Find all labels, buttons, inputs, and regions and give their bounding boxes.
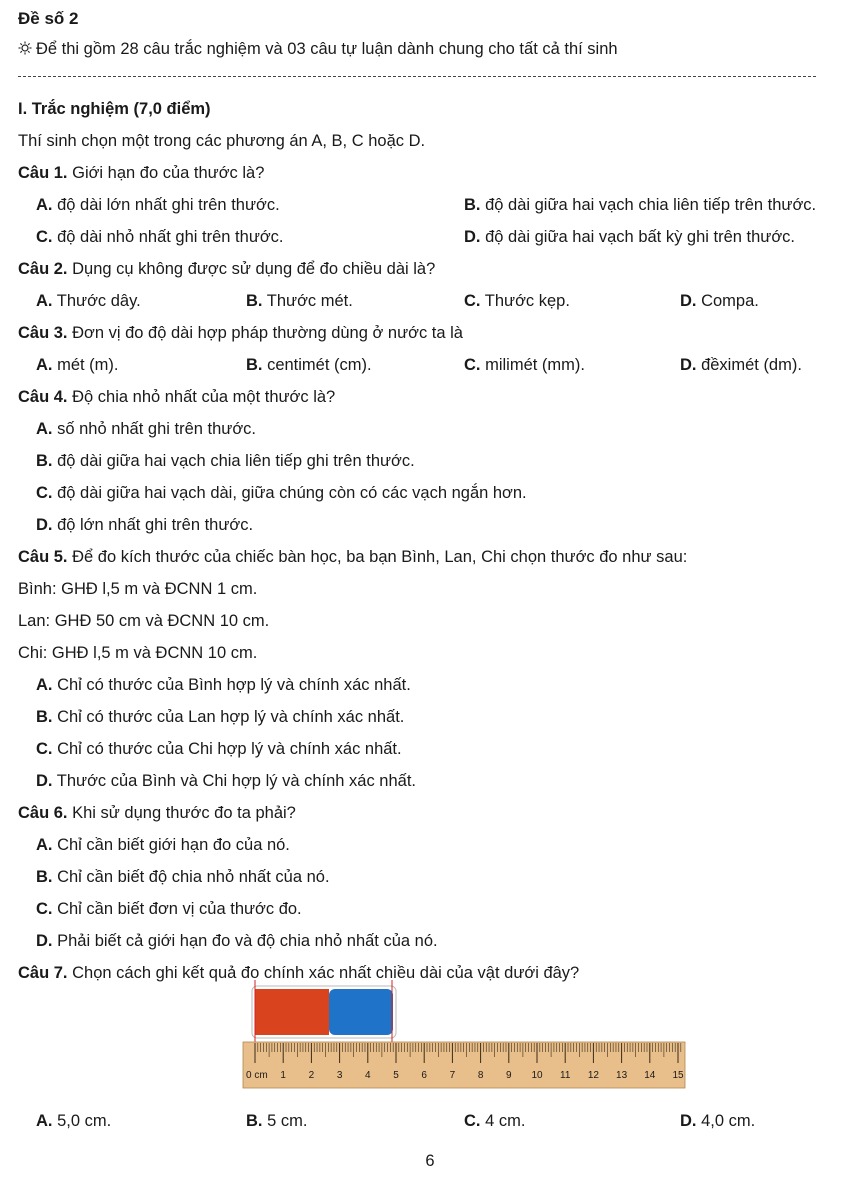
question-text: Giới hạn đo của thước là? — [67, 164, 265, 182]
option-text: độ dài giữa hai vạch bất kỳ ghi trên thước. — [480, 228, 795, 246]
option-text: Chỉ cần biết đơn vị của thước đo. — [52, 900, 302, 918]
q5-info-lan: Lan: GHĐ 50 cm và ĐCNN 10 cm. — [18, 612, 270, 630]
q7-option-b[interactable] — [246, 1110, 307, 1132]
question-text: Để đo kích thước của chiếc bàn học, ba bạn Bình, Lan, Chi chọn thước đo như sau: — [67, 548, 688, 566]
q7-option-d[interactable] — [680, 1110, 755, 1132]
q4-option-c[interactable] — [36, 482, 527, 504]
exam-intro — [18, 38, 618, 60]
question-2 — [18, 258, 435, 280]
ruler-number: 11 — [560, 1070, 571, 1081]
option-text: đềximét (dm). — [696, 356, 802, 374]
option-letter: B. — [464, 196, 481, 214]
option-text: 4,0 cm. — [696, 1112, 756, 1130]
option-text: Chỉ có thước của Chi hợp lý và chính xác nhất. — [52, 740, 402, 758]
option-letter: D. — [36, 516, 53, 534]
eraser — [252, 986, 396, 1038]
q5-info-binh: Bình: GHĐ l,5 m và ĐCNN 1 cm. — [18, 580, 258, 598]
ruler-number: 8 — [477, 1070, 484, 1081]
question-text: Khi sử dụng thước đo ta phải? — [67, 804, 296, 822]
option-text: độ dài nhỏ nhất ghi trên thước. — [52, 228, 284, 246]
option-letter: A. — [36, 420, 53, 438]
question-text: Đơn vị đo độ dài hợp pháp thường dùng ở nước ta là — [67, 324, 463, 342]
option-letter: D. — [464, 228, 481, 246]
option-letter: C. — [464, 356, 481, 374]
question-label: Câu 7. — [18, 964, 68, 982]
question-label: Câu 5. — [18, 548, 68, 566]
eraser-red-part — [255, 989, 329, 1035]
question-text: Chọn cách ghi kết quả đo chính xác nhất chiều dài của vật dưới đây? — [67, 964, 580, 982]
option-letter: B. — [36, 708, 53, 726]
ruler-number: 14 — [644, 1070, 656, 1081]
option-text: 5,0 cm. — [52, 1112, 112, 1130]
ruler-figure — [240, 980, 690, 1090]
option-text: Chỉ có thước của Bình hợp lý và chính xác nhất. — [52, 676, 411, 694]
option-text: milimét (mm). — [480, 356, 585, 374]
option-letter: B. — [246, 356, 263, 374]
option-letter: A. — [36, 292, 53, 310]
option-letter: D. — [36, 772, 53, 790]
intro-text: Để thi gồm 28 câu trắc nghiệm và 03 câu tự luận dành chung cho tất cả thí sinh — [36, 40, 618, 58]
q7-option-c[interactable] — [464, 1110, 525, 1132]
question-4 — [18, 386, 335, 408]
q5-option-c[interactable] — [36, 738, 402, 760]
question-6 — [18, 802, 296, 824]
option-text: Chỉ có thước của Lan hợp lý và chính xác nhất. — [52, 708, 405, 726]
eraser-blue-part — [329, 989, 393, 1035]
option-letter: D. — [680, 1112, 697, 1130]
option-letter: A. — [36, 356, 53, 374]
page-number: 6 — [425, 1152, 435, 1170]
option-letter: C. — [464, 292, 481, 310]
q7-option-a[interactable] — [36, 1110, 111, 1132]
option-letter: C. — [36, 740, 53, 758]
ruler-number: 13 — [616, 1070, 628, 1081]
option-text: Chỉ cần biết giới hạn đo của nó. — [52, 836, 290, 854]
option-text: số nhỏ nhất ghi trên thước. — [52, 420, 256, 438]
q5-option-d[interactable] — [36, 770, 416, 792]
option-letter: A. — [36, 1112, 53, 1130]
dashed-divider — [18, 76, 816, 77]
ruler-unit-label: 0 cm — [246, 1070, 268, 1081]
q2-option-d[interactable] — [680, 290, 759, 312]
section-title: I. Trắc nghiệm (7,0 điểm) — [18, 100, 211, 118]
option-text: 4 cm. — [480, 1112, 526, 1130]
ruler-number: 3 — [336, 1070, 343, 1081]
ruler-number: 5 — [393, 1070, 399, 1081]
q4-option-d[interactable] — [36, 514, 253, 536]
ruler-number: 7 — [449, 1070, 456, 1081]
option-letter: A. — [36, 676, 53, 694]
option-letter: A. — [36, 836, 53, 854]
ruler-number: 4 — [365, 1070, 371, 1081]
ruler-number: 15 — [672, 1070, 684, 1081]
ruler-number: 12 — [587, 1070, 599, 1081]
option-letter: B. — [36, 452, 53, 470]
exam-title: Đề số 2 — [18, 9, 79, 28]
q6-option-a[interactable] — [36, 834, 290, 856]
question-5 — [18, 546, 687, 568]
q3-option-b[interactable] — [246, 354, 372, 376]
option-text: mét (m). — [52, 356, 119, 374]
option-text: độ dài giữa hai vạch chia liên tiếp ghi trên thước. — [52, 452, 415, 470]
q1-option-a[interactable] — [36, 194, 280, 216]
option-letter: C. — [36, 900, 53, 918]
q2-option-b[interactable] — [246, 290, 353, 312]
question-1 — [18, 162, 264, 184]
q2-option-c[interactable] — [464, 290, 570, 312]
option-text: Thước mét. — [262, 292, 353, 310]
option-letter: D. — [680, 292, 697, 310]
q4-option-b[interactable] — [36, 450, 415, 472]
q3-option-c[interactable] — [464, 354, 585, 376]
ruler-number: 6 — [421, 1070, 427, 1081]
question-label: Câu 3. — [18, 324, 68, 342]
option-text: Chỉ cần biết độ chia nhỏ nhất của nó. — [52, 868, 330, 886]
question-label: Câu 4. — [18, 388, 68, 406]
option-letter: B. — [36, 868, 53, 886]
option-text: 5 cm. — [262, 1112, 308, 1130]
question-3 — [18, 322, 463, 344]
option-letter: D. — [680, 356, 697, 374]
q5-option-a[interactable] — [36, 674, 411, 696]
option-letter: C. — [36, 484, 53, 502]
instruction: Thí sinh chọn một trong các phương án A, B, C hoặc D. — [18, 132, 426, 150]
question-label: Câu 2. — [18, 260, 68, 278]
option-text: Compa. — [696, 292, 759, 310]
option-letter: C. — [36, 228, 53, 246]
option-text: Thước kẹp. — [480, 292, 570, 310]
q5-option-b[interactable] — [36, 706, 404, 728]
option-text: độ dài lớn nhất ghi trên thước. — [52, 196, 280, 214]
q2-option-a[interactable] — [36, 290, 141, 312]
ruler-number: 9 — [506, 1070, 512, 1081]
ruler-number: 1 — [280, 1070, 286, 1081]
question-label: Câu 1. — [18, 164, 68, 182]
q1-option-b[interactable] — [464, 194, 816, 216]
q1-option-c[interactable] — [36, 226, 284, 248]
q4-option-a[interactable] — [36, 418, 256, 440]
q6-option-d[interactable] — [36, 930, 438, 952]
option-text: Thước dây. — [52, 292, 141, 310]
q6-option-b[interactable] — [36, 866, 330, 888]
ruler-eraser-drawing — [240, 980, 690, 1090]
option-text: centimét (cm). — [262, 356, 372, 374]
q6-option-c[interactable] — [36, 898, 302, 920]
q3-option-a[interactable] — [36, 354, 119, 376]
question-text: Dụng cụ không được sử dụng để đo chiều dài là? — [67, 260, 436, 278]
option-text: độ lớn nhất ghi trên thước. — [52, 516, 254, 534]
option-text: Phải biết cả giới hạn đo và độ chia nhỏ nhất của nó. — [52, 932, 438, 950]
q5-info-chi: Chi: GHĐ l,5 m và ĐCNN 10 cm. — [18, 644, 258, 662]
option-text: độ dài giữa hai vạch chia liên tiếp trên thước. — [480, 196, 817, 214]
option-letter: A. — [36, 196, 53, 214]
option-letter: C. — [464, 1112, 481, 1130]
option-letter: B. — [246, 1112, 263, 1130]
option-letter: B. — [246, 292, 263, 310]
option-text: độ dài giữa hai vạch dài, giữa chúng còn có các vạch ngắn hơn. — [52, 484, 527, 502]
q1-option-d[interactable] — [464, 226, 795, 248]
option-text: Thước của Bình và Chi hợp lý và chính xác nhất. — [52, 772, 416, 790]
q3-option-d[interactable] — [680, 354, 802, 376]
question-text: Độ chia nhỏ nhất của một thước là? — [67, 388, 336, 406]
ruler-number: 10 — [531, 1070, 543, 1081]
question-label: Câu 6. — [18, 804, 68, 822]
sun-icon — [18, 38, 32, 60]
option-letter: D. — [36, 932, 53, 950]
ruler-number: 2 — [308, 1070, 315, 1081]
